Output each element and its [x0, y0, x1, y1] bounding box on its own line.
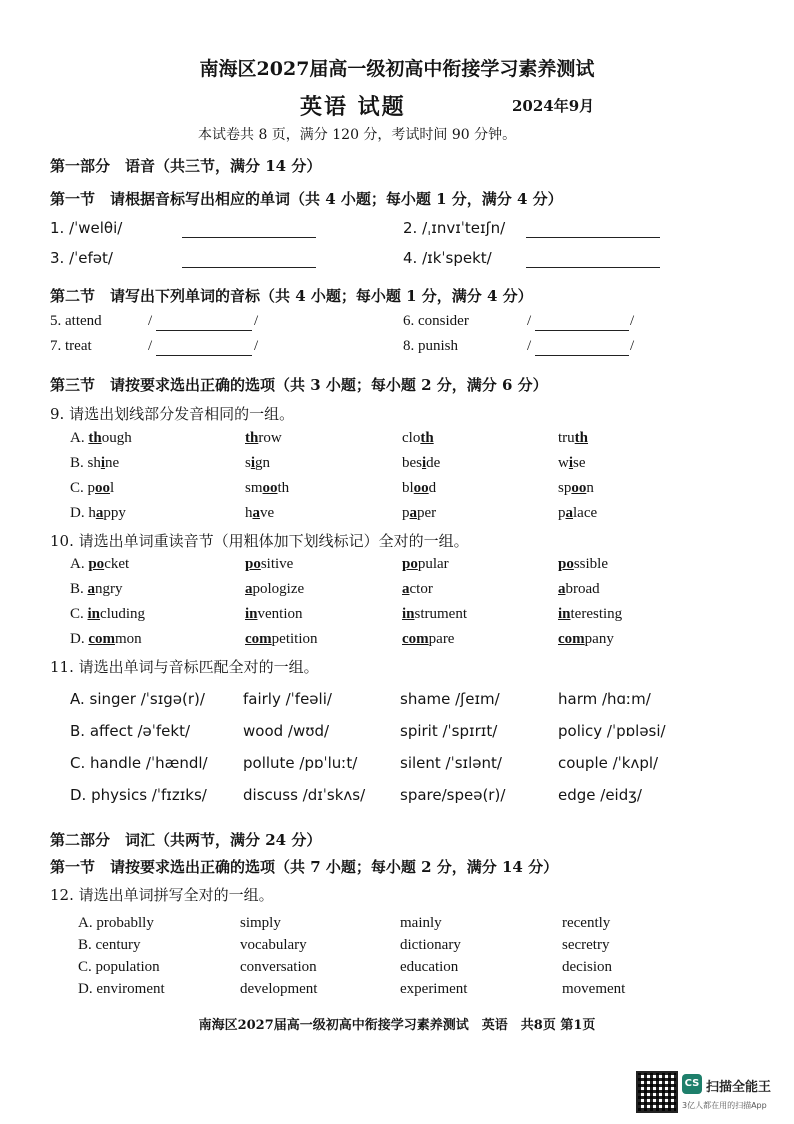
question-10-stem: 10. 请选出单词重读音节（用粗体加下划线标记）全对的一组。 [50, 532, 469, 550]
part2-section1-heading: 第一节 请按要求选出正确的选项（共 7 小题；每小题 2 分，满分 14 分） [50, 858, 559, 876]
question-11-row-2-item-3: spirit /ˈspɪrɪt/ [400, 722, 498, 740]
question-11-row-4-item-4: edge /eidʒ/ [558, 786, 642, 804]
question-10-option-b-word-3: actor [402, 581, 433, 597]
question-11-row-4-item-3: spare/speə(r)/ [400, 786, 506, 804]
question-11-row-4-item-1: D. physics /ˈfɪzɪks/ [70, 786, 207, 804]
question-11-row-3-item-1: C. handle /ˈhændl/ [70, 754, 208, 772]
question-9-option-a-word-1: A. though [70, 430, 132, 446]
question-1: 1. /ˈwelθi/ [50, 219, 123, 237]
answer-blank-1[interactable] [182, 237, 316, 238]
question-10-option-d-word-4: company [558, 631, 614, 647]
question-10-option-b-word-1: B. angry [70, 581, 123, 597]
question-2: 2. /ˌɪnvɪˈteɪʃn/ [403, 219, 506, 237]
question-9-option-d-word-1: D. happy [70, 505, 126, 521]
question-11-row-1-item-4: harm /hɑːm/ [558, 690, 651, 708]
part2-heading: 第二部分 词汇（共两节，满分 24 分） [50, 831, 322, 849]
slash-right-6: / [630, 313, 635, 329]
question-9-option-b-word-2: sign [245, 455, 271, 471]
question-11-row-3-item-2: pollute /pɒˈluːt/ [243, 754, 358, 772]
part1-section1-heading: 第一节 请根据音标写出相应的单词（共 4 小题；每小题 1 分，满分 4 分） [50, 190, 563, 208]
question-9-option-c-word-1: C. pool [70, 480, 115, 496]
answer-blank-5[interactable] [156, 330, 252, 331]
slash-right-8: / [630, 338, 635, 354]
question-12-row-2-item-3: dictionary [400, 937, 461, 953]
question-8: 8. punish [403, 338, 459, 354]
question-11-row-1-item-3: shame /ʃeɪm/ [400, 690, 500, 708]
question-12-row-1-item-2: simply [240, 915, 281, 931]
question-12-row-2-item-2: vocabulary [240, 937, 307, 953]
question-11-row-1-item-2: fairly /ˈfeəli/ [243, 690, 332, 708]
question-10-option-d-word-2: competition [245, 631, 318, 647]
question-7: 7. treat [50, 338, 92, 354]
question-10-option-b-word-2: apologize [245, 581, 305, 597]
answer-blank-3[interactable] [182, 267, 316, 268]
question-12-row-4-item-2: development [240, 981, 318, 997]
question-11-row-2-item-4: policy /ˈpɒləsi/ [558, 722, 666, 740]
question-11-row-3-item-4: couple /ˈkʌpl/ [558, 754, 659, 772]
slash-left-5: / [148, 313, 153, 329]
question-12-row-4-item-4: movement [562, 981, 626, 997]
question-12-row-3-item-4: decision [562, 959, 612, 975]
camscanner-tagline: 3亿人都在用的扫描App [682, 1101, 767, 1110]
question-9-option-b-word-4: wise [558, 455, 586, 471]
question-12-row-1-item-4: recently [562, 915, 611, 931]
question-12-row-2-item-4: secretry [562, 937, 610, 953]
question-9-option-c-word-3: blood [402, 480, 437, 496]
qr-code-icon [636, 1071, 678, 1113]
question-11-row-2-item-2: wood /wʊd/ [243, 722, 330, 740]
question-9-option-a-word-2: throw [245, 430, 282, 446]
question-10-option-c-word-2: invention [245, 606, 303, 622]
question-10-option-d-word-3: compare [402, 631, 455, 647]
exam-subject: 英语 试题 [300, 94, 406, 120]
part1-section2-heading: 第二节 请写出下列单词的音标（共 4 小题；每小题 1 分，满分 4 分） [50, 287, 533, 305]
question-12-row-2-item-1: B. century [78, 937, 141, 953]
answer-blank-7[interactable] [156, 355, 252, 356]
question-10-option-b-word-4: abroad [558, 581, 600, 597]
question-10-option-c-word-3: instrument [402, 606, 468, 622]
question-12-row-4-item-3: experiment [400, 981, 468, 997]
answer-blank-2[interactable] [526, 237, 660, 238]
question-12-row-3-item-1: C. population [78, 959, 160, 975]
question-9-option-a-word-3: cloth [402, 430, 434, 446]
question-4: 4. /ɪkˈspekt/ [403, 249, 492, 267]
exam-title: 南海区2027届高一级初高中衔接学习素养测试 [199, 58, 595, 80]
question-10-option-d-word-1: D. common [70, 631, 142, 647]
question-9-option-b-word-3: beside [402, 455, 441, 471]
question-6: 6. consider [403, 313, 469, 329]
question-9-option-d-word-2: have [245, 505, 275, 521]
question-9-option-c-word-2: smooth [245, 480, 290, 496]
slash-right-7: / [254, 338, 259, 354]
slash-left-8: / [527, 338, 532, 354]
question-12-row-4-item-1: D. enviroment [78, 981, 165, 997]
question-9-option-c-word-4: spoon [558, 480, 594, 496]
question-9-option-b-word-1: B. shine [70, 455, 120, 471]
question-3: 3. /ˈefət/ [50, 249, 113, 267]
question-11-row-4-item-2: discuss /dɪˈskʌs/ [243, 786, 366, 804]
question-12-row-3-item-2: conversation [240, 959, 317, 975]
exam-date: 2024年9月 [512, 97, 595, 115]
question-5: 5. attend [50, 313, 102, 329]
question-10-option-a-word-1: A. pocket [70, 556, 130, 572]
question-9-option-d-word-3: paper [402, 505, 437, 521]
question-12-stem: 12. 请选出单词拼写全对的一组。 [50, 886, 274, 904]
camscanner-name: 扫描全能王 [706, 1080, 772, 1095]
part1-heading: 第一部分 语音（共三节，满分 14 分） [50, 157, 322, 175]
answer-blank-6[interactable] [535, 330, 629, 331]
question-11-row-2-item-1: B. affect /əˈfekt/ [70, 722, 191, 740]
question-10-option-c-word-4: interesting [558, 606, 623, 622]
question-11-row-3-item-3: silent /ˈsɪlənt/ [400, 754, 502, 772]
page-footer: 南海区2027届高一级初高中衔接学习素养测试 英语 共8页 第1页 [198, 1018, 596, 1033]
question-11-stem: 11. 请选出单词与音标匹配全对的一组。 [50, 658, 319, 676]
exam-instructions: 本试卷共 8 页，满分 120 分，考试时间 90 分钟。 [198, 127, 517, 143]
part1-section3-heading: 第三节 请按要求选出正确的选项（共 3 小题；每小题 2 分，满分 6 分） [50, 376, 548, 394]
question-9-option-a-word-4: truth [558, 430, 589, 446]
slash-right-5: / [254, 313, 259, 329]
question-12-row-1-item-1: A. probablly [78, 915, 154, 931]
answer-blank-4[interactable] [526, 267, 660, 268]
question-12-row-1-item-3: mainly [400, 915, 442, 931]
question-11-row-1-item-1: A. singer /ˈsɪgə(r)/ [70, 690, 205, 708]
camscanner-logo-icon: CS [682, 1074, 702, 1094]
question-9-option-d-word-4: palace [558, 505, 598, 521]
question-9-stem: 9. 请选出划线部分发音相同的一组。 [50, 405, 295, 423]
slash-left-6: / [527, 313, 532, 329]
answer-blank-8[interactable] [535, 355, 629, 356]
slash-left-7: / [148, 338, 153, 354]
question-10-option-c-word-1: C. including [70, 606, 146, 622]
question-10-option-a-word-2: positive [245, 556, 294, 572]
question-10-option-a-word-3: popular [402, 556, 449, 572]
question-10-option-a-word-4: possible [558, 556, 609, 572]
question-12-row-3-item-3: education [400, 959, 459, 975]
